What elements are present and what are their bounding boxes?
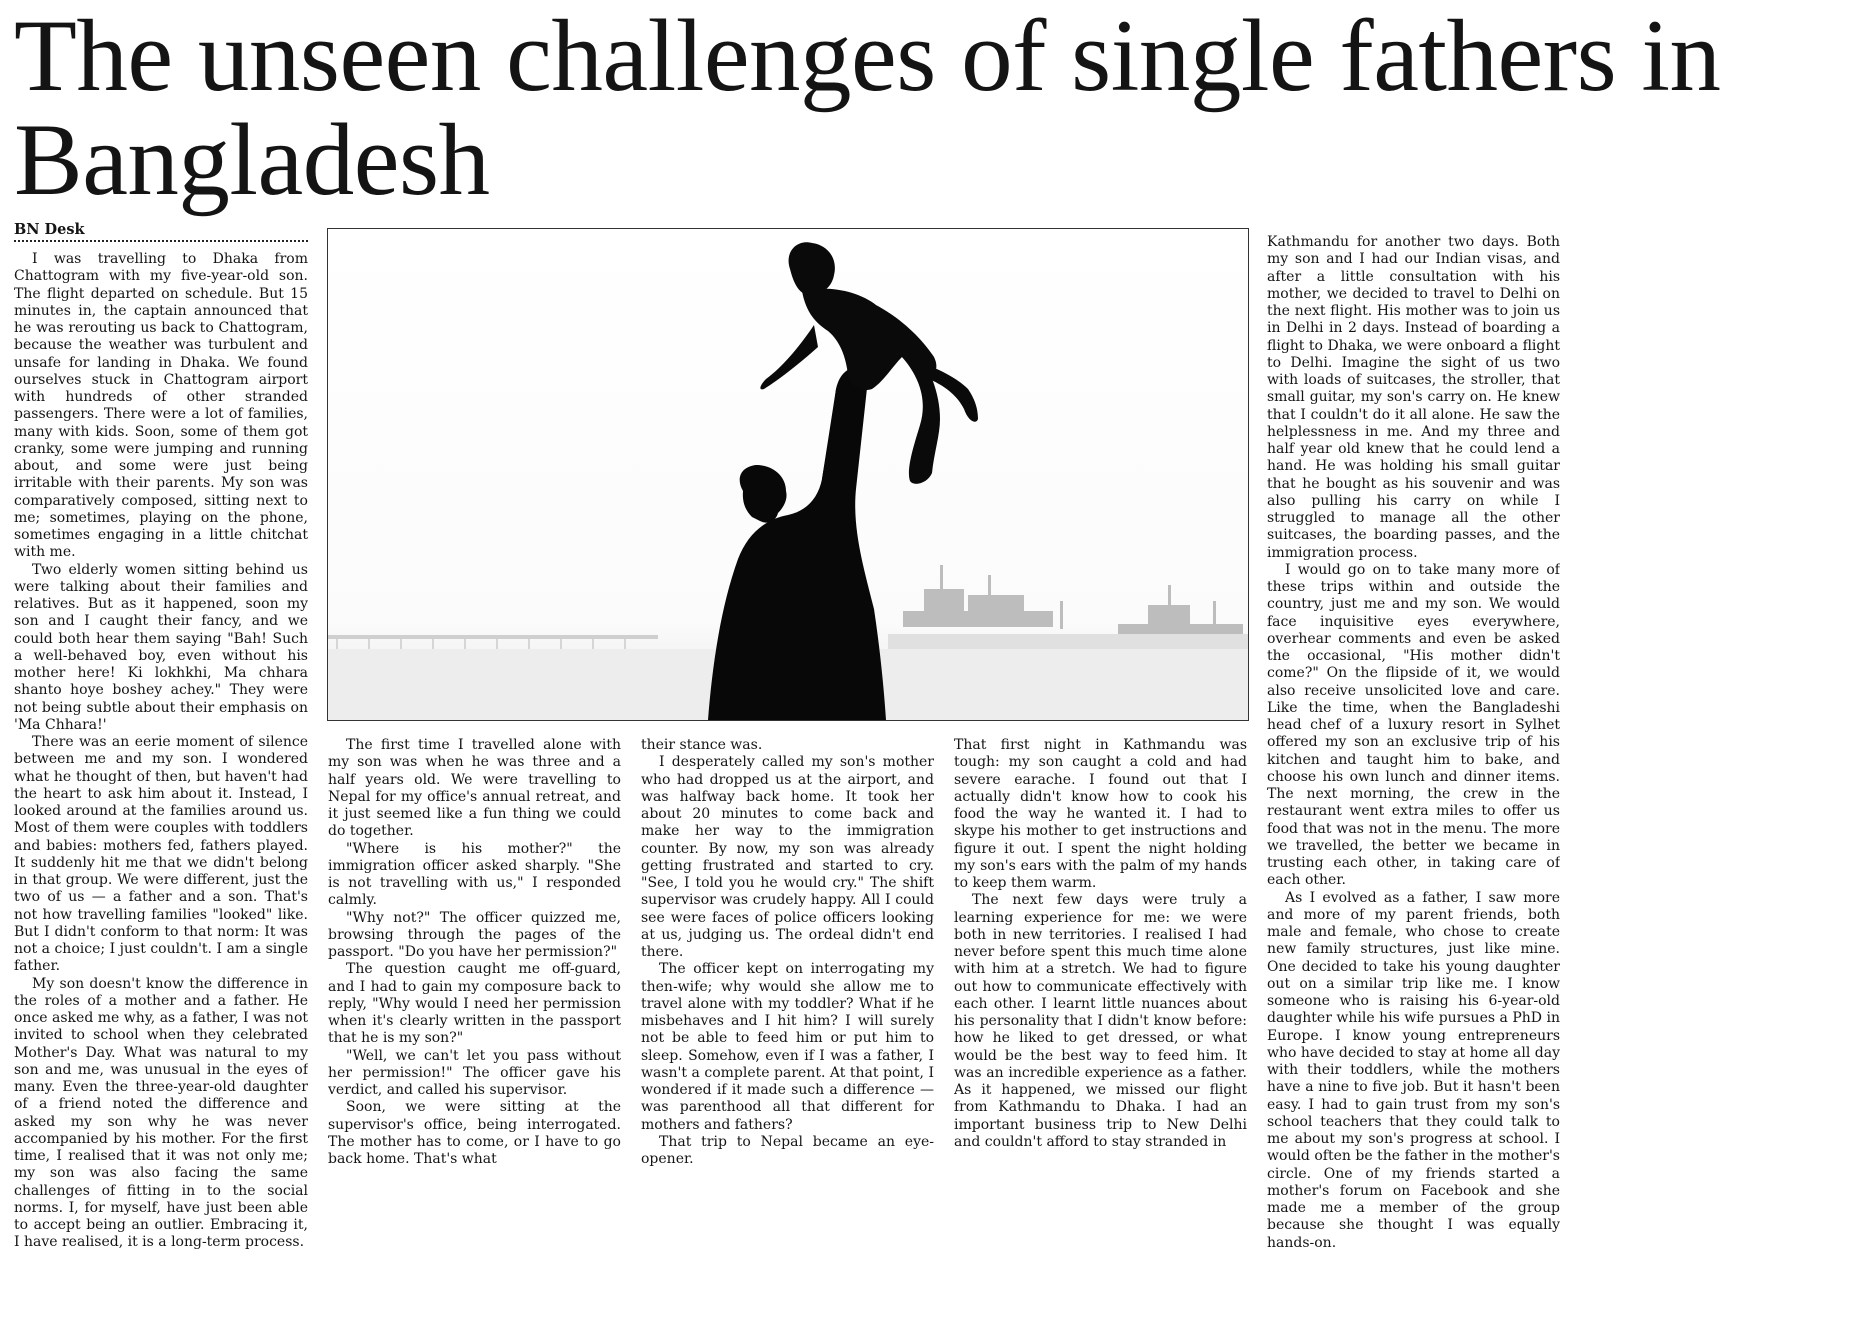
article-column-1 — [14, 251, 308, 1317]
father-lifting-child-silhouette-icon — [328, 229, 1248, 720]
paragraph: That first night in Kathmandu was tough: my son caught a cold and had severe earache. I found out that I actually didn't know how to cook his food the way he wanted it. I had to skype his mother to get instructions and figure it out. I spent the night holding my son's ears with the palm of my hands to keep them warm. — [954, 737, 1247, 891]
paragraph: "Well, we can't let you pass without her permission!" The officer gave his verdict, and called his supervisor. — [328, 1047, 621, 1098]
paragraph: "Where is his mother?" the immigration officer asked sharply. "She is not travelling with us," I responded calmly. — [328, 840, 621, 909]
byline-divider — [14, 240, 308, 242]
paragraph: As I evolved as a father, I saw more and more of my parent friends, both male and female, who chose to create new family structures, just like mine. One decided to take his young daughter out on a similar trip like me. I know someone who is raising his 6-year-old daughter while his wife pursues a PhD in Europe. I know young entrepreneurs who have decided to stay at home all day with their toddlers, while the mothers have a nine to five job. But it hasn't been easy. I had to gain trust from my son's school teachers that they could talk to me about my son's progress at school. I would often be the father in the mother's circle. One of my friends started a mother's forum on Facebook and she made me a member of the group because she thought I was equally hands-on. — [1267, 889, 1560, 1251]
paragraph: That trip to Nepal became an eye-opener. — [641, 1133, 934, 1167]
article-photo — [327, 228, 1249, 721]
paragraph: The officer kept on interrogating my then-wife; why would she allow me to travel alone with my toddler? What if he misbehaves and I hit him? I will surely not be able to feed him or put him to sleep. Somehow, even if I was a father, I wasn't a complete parent. At that point, I wondered if it made such a difference — was parenthood all that different for mothers and fathers? — [641, 961, 934, 1133]
headline: The unseen challenges of single fathers in Bangladesh — [14, 0, 1721, 217]
paragraph: The question caught me off-guard, and I had to gain my composure back to reply, "Why would I need her permission when it's clearly written in the passport that he is my son?" — [328, 961, 621, 1047]
article-column-2 — [328, 737, 621, 1317]
paragraph: their stance was. — [641, 737, 763, 753]
paragraph: The first time I travelled alone with my son was when he was three and a half years old. We were travelling to Nepal for my office's annual retreat, and it just seemed like a fun thing we could do together. — [328, 737, 621, 840]
paragraph: Soon, we were sitting at the supervisor's office, being interrogated. The mother has to come, or I have to go back home. That's what — [328, 1099, 621, 1167]
paragraph: Kathmandu for another two days. Both my son and I had our Indian visas, and after a little consultation with his mother, we decided to travel to Delhi on the next flight. His mother was to join us in Delhi in 2 days. Instead of boarding a flight to Dhaka, we were onboard a flight to Delhi. Imagine the sight of us two with loads of suitcases, the stroller, that small guitar, my son's carry on. He knew that I couldn't do it all alone. He saw the helplessness in me. And my three and half year old knew that he could lend a hand. He was holding his small guitar that he bought as his souvenir and was also pulling his carry on while I struggled to manage all the other suitcases, the boarding passes, and the immigration process. — [1267, 234, 1560, 561]
article-column-3 — [641, 737, 934, 1317]
paragraph: The next few days were truly a learning experience for me: we were both in new territories. I realised I had never before spent this much time alone with him at a stretch. We had to figure out how to communicate effectively with each other. I learnt little nuances about his personality that I didn't know before: how he liked to get dressed, or what would be the best way to feed him. It was an incredible experience as a father. As it happened, we missed our flight from Kathmandu to Dhaka. I had an important business trip to New Delhi and couldn't afford to stay stranded in — [954, 892, 1247, 1150]
paragraph: Two elderly women sitting behind us were talking about their families and relatives. But as it happened, soon my son and I caught their fancy, and we could both hear them saying "Bah! Such a well-behaved boy, even without his mother here! Ki lokhkhi, Ma chhara shanto hoye boshey achey." They were not being subtle about their emphasis on 'Ma Chhara!' — [14, 561, 308, 733]
paragraph: I desperately called my son's mother who had dropped us at the airport, and was halfway back home. It took her about 20 minutes to come back and make her way to the immigration counter. By now, my son was already getting frustrated and started to cry. "See, I told you he would cry." The shift supervisor was crudely happy. All I could see were faces of police officers looking at us, judging us. The ordeal didn't end there. — [641, 754, 934, 960]
paragraph: I would go on to take many more of these trips within and outside the country, just me and my son. We would face inquisitive eyes everywhere, overhear comments and even be asked the occasional, "His mother didn't come?" On the flipside of it, we would also receive unsolicited love and care. Like the time, when the Bangladeshi head chef of a luxury resort in Sylhet offered my son an exclusive trip of his kitchen and taught him to bake, and choose his own lunch and dinner items. The next morning, the crew in the restaurant went extra miles to offer us food that was not in the menu. The more we travelled, the better we became in trusting each other, in taking care of each other. — [1267, 561, 1560, 889]
paragraph: There was an eerie moment of silence between me and my son. I wondered what he thought of then, but haven't had the heart to ask him about it. Instead, I looked around at the families around us. Most of them were couples with toddlers and babies: mothers fed, fathers played. It suddenly hit me that we didn't belong in that group. We were different, just the two of us — a father and a son. That's not how travelling families "looked" like. But I didn't conform to that norm: It was not a choice; I just couldn't. I am a single father. — [14, 734, 308, 975]
paragraph: "Why not?" The officer quizzed me, browsing through the pages of the passport. "Do you have her permission?" — [328, 909, 621, 960]
article-column-4 — [954, 737, 1247, 1317]
paragraph: My son doesn't know the difference in the roles of a mother and a father. He once asked me why, as a father, I was not invited to school when they celebrated Mother's Day. What was natural to my son and me, was unusual in the eyes of many. Even the three-year-old daughter of a friend noted the difference and asked my son why he was never accompanied by his mother. For the first time, I realised that it was not only me; my son was also facing the same challenges of fitting in to the social norms. I, for myself, have just been able to accept being an outlier. Embracing it, I have realised, it is a long-term process. — [14, 975, 308, 1251]
byline: BN Desk — [14, 221, 85, 238]
paragraph: I was travelling to Dhaka from Chattogram with my five-year-old son. The flight departed on schedule. But 15 minutes in, the captain announced that he was rerouting us back to Chattogram, because the weather was turbulent and unsafe for landing in Dhaka. We found ourselves stuck in Chattogram airport with hundreds of other stranded passengers. There were a lot of families, many with kids. Soon, some of them got cranky, some were jumping and running about, and some were just being irritable with their parents. My son was comparatively composed, sitting next to me; sometimes, playing on the phone, sometimes engaging in a little chitchat with me. — [14, 251, 308, 561]
article-column-5 — [1267, 234, 1560, 1317]
